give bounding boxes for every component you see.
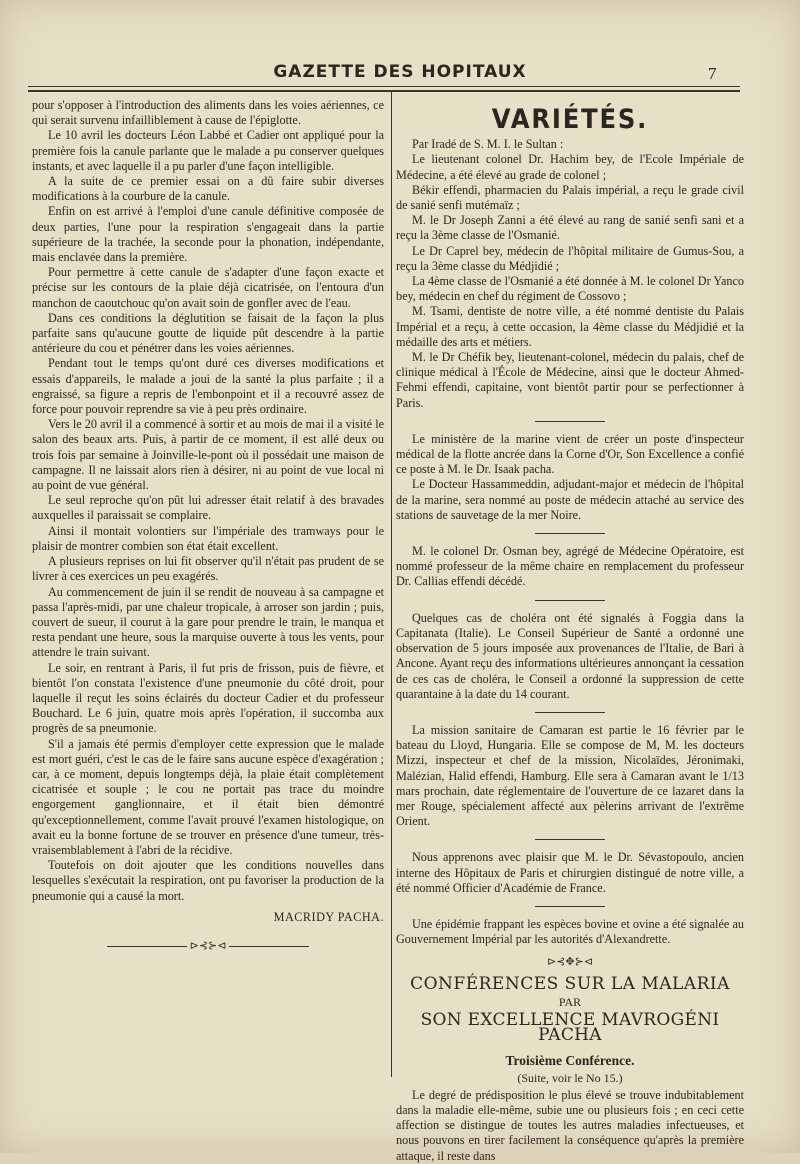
news-paragraph: M. le Dr Joseph Zanni a été élevé au rang de sanié senfi sani et a reçu la 3ème classe de l'Osmanié. xyxy=(396,213,744,243)
ornament-divider-small: ⊳⊰✥⊱⊲ xyxy=(546,956,594,969)
news-paragraph: La mission sanitaire de Camaran est partie le 16 février par le bateau du Lloyd, Hungaria. Elle se compose de M, M. les docteurs Mizzi, inspecteur et chef de la mission, Nicolaïdes, Jéronimaki, Malézian, Halid effendi, Hamburg. Elle sera à Camaran avant le 1/13 mars prochain, date réglementaire de l'ouverture de ce lazaret dans la mer Rouge, spécialement affecté aux pèlerins arrivant de l'extrême Orient. xyxy=(396,722,744,829)
news-separator xyxy=(535,906,605,907)
article-paragraph: Au commencement de juin il se rendit de nouveau à sa campagne et passa l'après-midi, par une chaleur tropicale, à arroser son jardin ; puis, couvert de sueur, il courut à la gare pour prendre le train, le manqua et resta pendant une heure, sous la marquise ouverte à tous les vents, pour attendre le train suivant. xyxy=(32,584,384,660)
conference-title: CONFÉRENCES SUR LA MALARIA xyxy=(410,973,730,994)
news-paragraph: Une épidémie frappant les espèces bovine et ovine a été signalée au Gouvernement Impérial par les autorités d'Alexandrette. xyxy=(396,916,744,947)
conference-continuation: (Suite, voir le No 15.) xyxy=(517,1070,623,1085)
article-paragraph: Le soir, en rentrant à Paris, il fut pris de frisson, puis de fièvre, et bientôt l'on constata l'existence d'une pneumonie du côté droit, pour laquelle il reçut les soins éclairés du docteur Cadier et du professeur Bouchard. Le 6 juin, quatre mois après l'opération, il succomba aux progrès de sa pneumonie. xyxy=(32,660,384,736)
section-title: VARIÉTÉS. xyxy=(491,104,649,135)
right-column xyxy=(396,98,744,1164)
news-paragraph: Nous apprenons avec plaisir que M. le Dr. Sévastopoulo, ancien interne des Hôpitaux de Paris et chirurgien distingué de notre ville, a été nommé Officier d'Académie de France. xyxy=(396,850,744,895)
news-paragraph: M. le colonel Dr. Osman bey, agrégé de Médecine Opératoire, est nommé professeur de la même chaire en remplacement du professeur Dr. Callias effendi décédé. xyxy=(396,544,744,589)
left-column-text xyxy=(32,98,384,904)
news-paragraph: M. le Dr Chéfik bey, lieutenant-colonel, médecin du palais, chef de clinique médical à l'École de Médecine, ainsi que le docteur Ahmed-Fehmi effendi, capitaine, vont bientôt partir pour se perfectionner à Paris. xyxy=(396,350,744,410)
column-divider xyxy=(391,92,392,1077)
conference-text xyxy=(396,1088,744,1164)
news-separator xyxy=(535,600,605,601)
article-paragraph: Le seul reproche qu'on pût lui adresser était relatif à des bravades auxquelles il paraissait se complaire. xyxy=(32,493,384,523)
news-separator xyxy=(535,839,605,840)
article-paragraph: Ainsi il montait volontiers sur l'impériale des tramways pour le plaisir de montrer combien son état était excellent. xyxy=(32,523,384,553)
news-paragraph: M. Tsami, dentiste de notre ville, a été nommé dentiste du Palais Impérial et a reçu, à cette occasion, la 4ème classe du Médjidié et la médaille des arts et métiers. xyxy=(396,304,744,349)
news-paragraph: Le Docteur Hassammeddin, adjudant-major et médecin de l'hôpital de la marine, sera nommé au poste de médecin attaché au service des stations de sauvetage de la mer Noire. xyxy=(396,477,744,522)
header-rule xyxy=(28,86,740,87)
news-paragraph: Quelques cas de choléra ont été signalés à Foggia dans la Capitanata (Italie). Le Conseil Supérieur de Santé a ordonné une observation de 5 jours imposée aux provenances de l'Italie, de Bari à Ancone. Ayant reçu des informations ultérieures annonçant la cessation de ces cas de choléra, le Conseil a ordonné la suppression de cette quarantaine à la date du 14 courant. xyxy=(396,610,744,701)
header-rule-double xyxy=(28,90,740,92)
article-paragraph: A plusieurs reprises on lui fit observer qu'il n'était pas prudent de se livrer à ces exercices un peu exagérés. xyxy=(32,554,384,584)
conference-par: PAR xyxy=(558,994,582,1009)
conference-subtitle: Troisième Conférence. xyxy=(505,1053,635,1069)
news-paragraph: Par Iradé de S. M. I. le Sultan : xyxy=(412,137,564,152)
article-paragraph: Toutefois on doit ajouter que les conditions nouvelles dans lesquelles s'exécutait la respiration, ont pu favoriser la production de la pneumonie qui a causé la mort. xyxy=(32,858,384,903)
article-paragraph: Pour permettre à cette canule de s'adapter d'une façon exacte et précise sur les contours de la plaie déjà cicatrisée, on l'entoura d'un manchon de caoutchouc qu'on avait soin de gonfler avec de l'eau. xyxy=(32,265,384,310)
article-paragraph: S'il a jamais été permis d'employer cette expression que le malade est mort guéri, c'est le cas de le faire sans aucune espèce d'exagération ; car, à ce moment, depuis longtemps déjà, la plaie était complètement cicatrisée et souple ; le cou ne portait pas trace du moindre engorgement ganglionnaire, et il était bien démontré qu'exceptionnellement, comme l'avait prouvé l'examen histologique, on avait eu la bonne fortune de se trouver en présence d'une tumeur, très-vraisemblablement à l'abri de la récidive. xyxy=(32,736,384,857)
left-column xyxy=(32,98,384,954)
news-paragraph: Le lieutenant colonel Dr. Hachim bey, de l'Ecole Impériale de Médecine, a été élevé au grade de colonel ; xyxy=(396,152,744,182)
page-number: 7 xyxy=(708,64,717,83)
news-paragraph: Békir effendi, pharmacien du Palais impérial, a reçu le grade civil de sanié senfi mutémaïz ; xyxy=(396,182,744,213)
article-paragraph: Vers le 20 avril il a commencé à sortir et au mois de mai il a visité le salon des beaux arts. Puis, à partir de ce moment, il est allé deux ou trois fois par semaine à Joinville-le-pont où il possédait une maison de campagne. Il ne laissait alors rien à désirer, ni au point de vue local ni au point de vue général. xyxy=(32,417,384,493)
news-paragraph: Le ministère de la marine vient de créer un poste d'inspecteur médical de la flotte ancrée dans la Corne d'Or, Son Excellence a confié ce poste à M. le Dr. Isaak pacha. xyxy=(396,431,744,477)
news-paragraph: Le Dr Caprel bey, médecin de l'hôpital militaire de Gumus-Sou, a reçu la 3ème classe du Médjidié ; xyxy=(396,243,744,273)
conference-paragraph: Le degré de prédisposition le plus élevé se trouve indubitablement dans la maladie elle-même, subie une ou plusieurs fois ; en ceci cette affection se distingue de toutes les autres maladies infectueuses, et nous pouvons en tirer facilement la conséquence qu'après la première attaque, il reste dans xyxy=(396,1087,744,1163)
article-signature: MACRIDY PACHA. xyxy=(273,909,384,924)
article-paragraph: Le 10 avril les docteurs Léon Labbé et Cadier ont appliqué pour la première fois la canule parlante que le malade a pu conserver quelques instants, et avec laquelle il a pu parler d'une façon intelligible. xyxy=(32,128,384,173)
newspaper-title: GAZETTE DES HOPITAUX xyxy=(273,62,527,82)
news-separator xyxy=(535,712,605,713)
article-paragraph: Dans ces conditions la déglutition se faisait de la façon la plus parfaite sans qu'aucune goutte de liquide pût descendre à la partie antérieure du cou et pénétrer dans les voies aériennes. xyxy=(32,310,384,356)
news-items xyxy=(396,137,744,947)
article-paragraph: Enfin on est arrivé à l'emploi d'une canule définitive composée de deux parties, l'une pour la respiration s'engageait dans la partie supérieure de la trachée, la seconde pour la phonation, indépendante, mais enclavée dans la première. xyxy=(32,204,384,265)
article-paragraph: pour s'opposer à l'introduction des aliments dans les voies aériennes, ce qui serait survenu infailliblement à cause de l'épiglotte. xyxy=(32,98,384,128)
ornament-divider: ⊳⊰⊱⊲ xyxy=(32,939,384,954)
news-paragraph: La 4ème classe de l'Osmanié a été donnée à M. le colonel Dr Yanco bey, médecin en chef du régiment de Cossovo ; xyxy=(396,274,744,304)
news-separator xyxy=(535,533,605,534)
article-paragraph: Pendant tout le temps qu'ont duré ces diverses modifications et essais d'appareils, le malade a joui de la santé la plus parfaite ; il a engraissé, sa figure a repris de l'embonpoint et il a recouvré assez de force pour pouvoir reprendre sa vie à peu près ordinaire. xyxy=(32,356,384,417)
news-separator xyxy=(535,421,605,422)
article-paragraph: A la suite de ce premier essai on a dû faire subir diverses modifications à la courbure de la canule. xyxy=(32,174,384,204)
conference-author: SON EXCELLENCE MAVROGÉNI PACHA xyxy=(420,1009,720,1046)
